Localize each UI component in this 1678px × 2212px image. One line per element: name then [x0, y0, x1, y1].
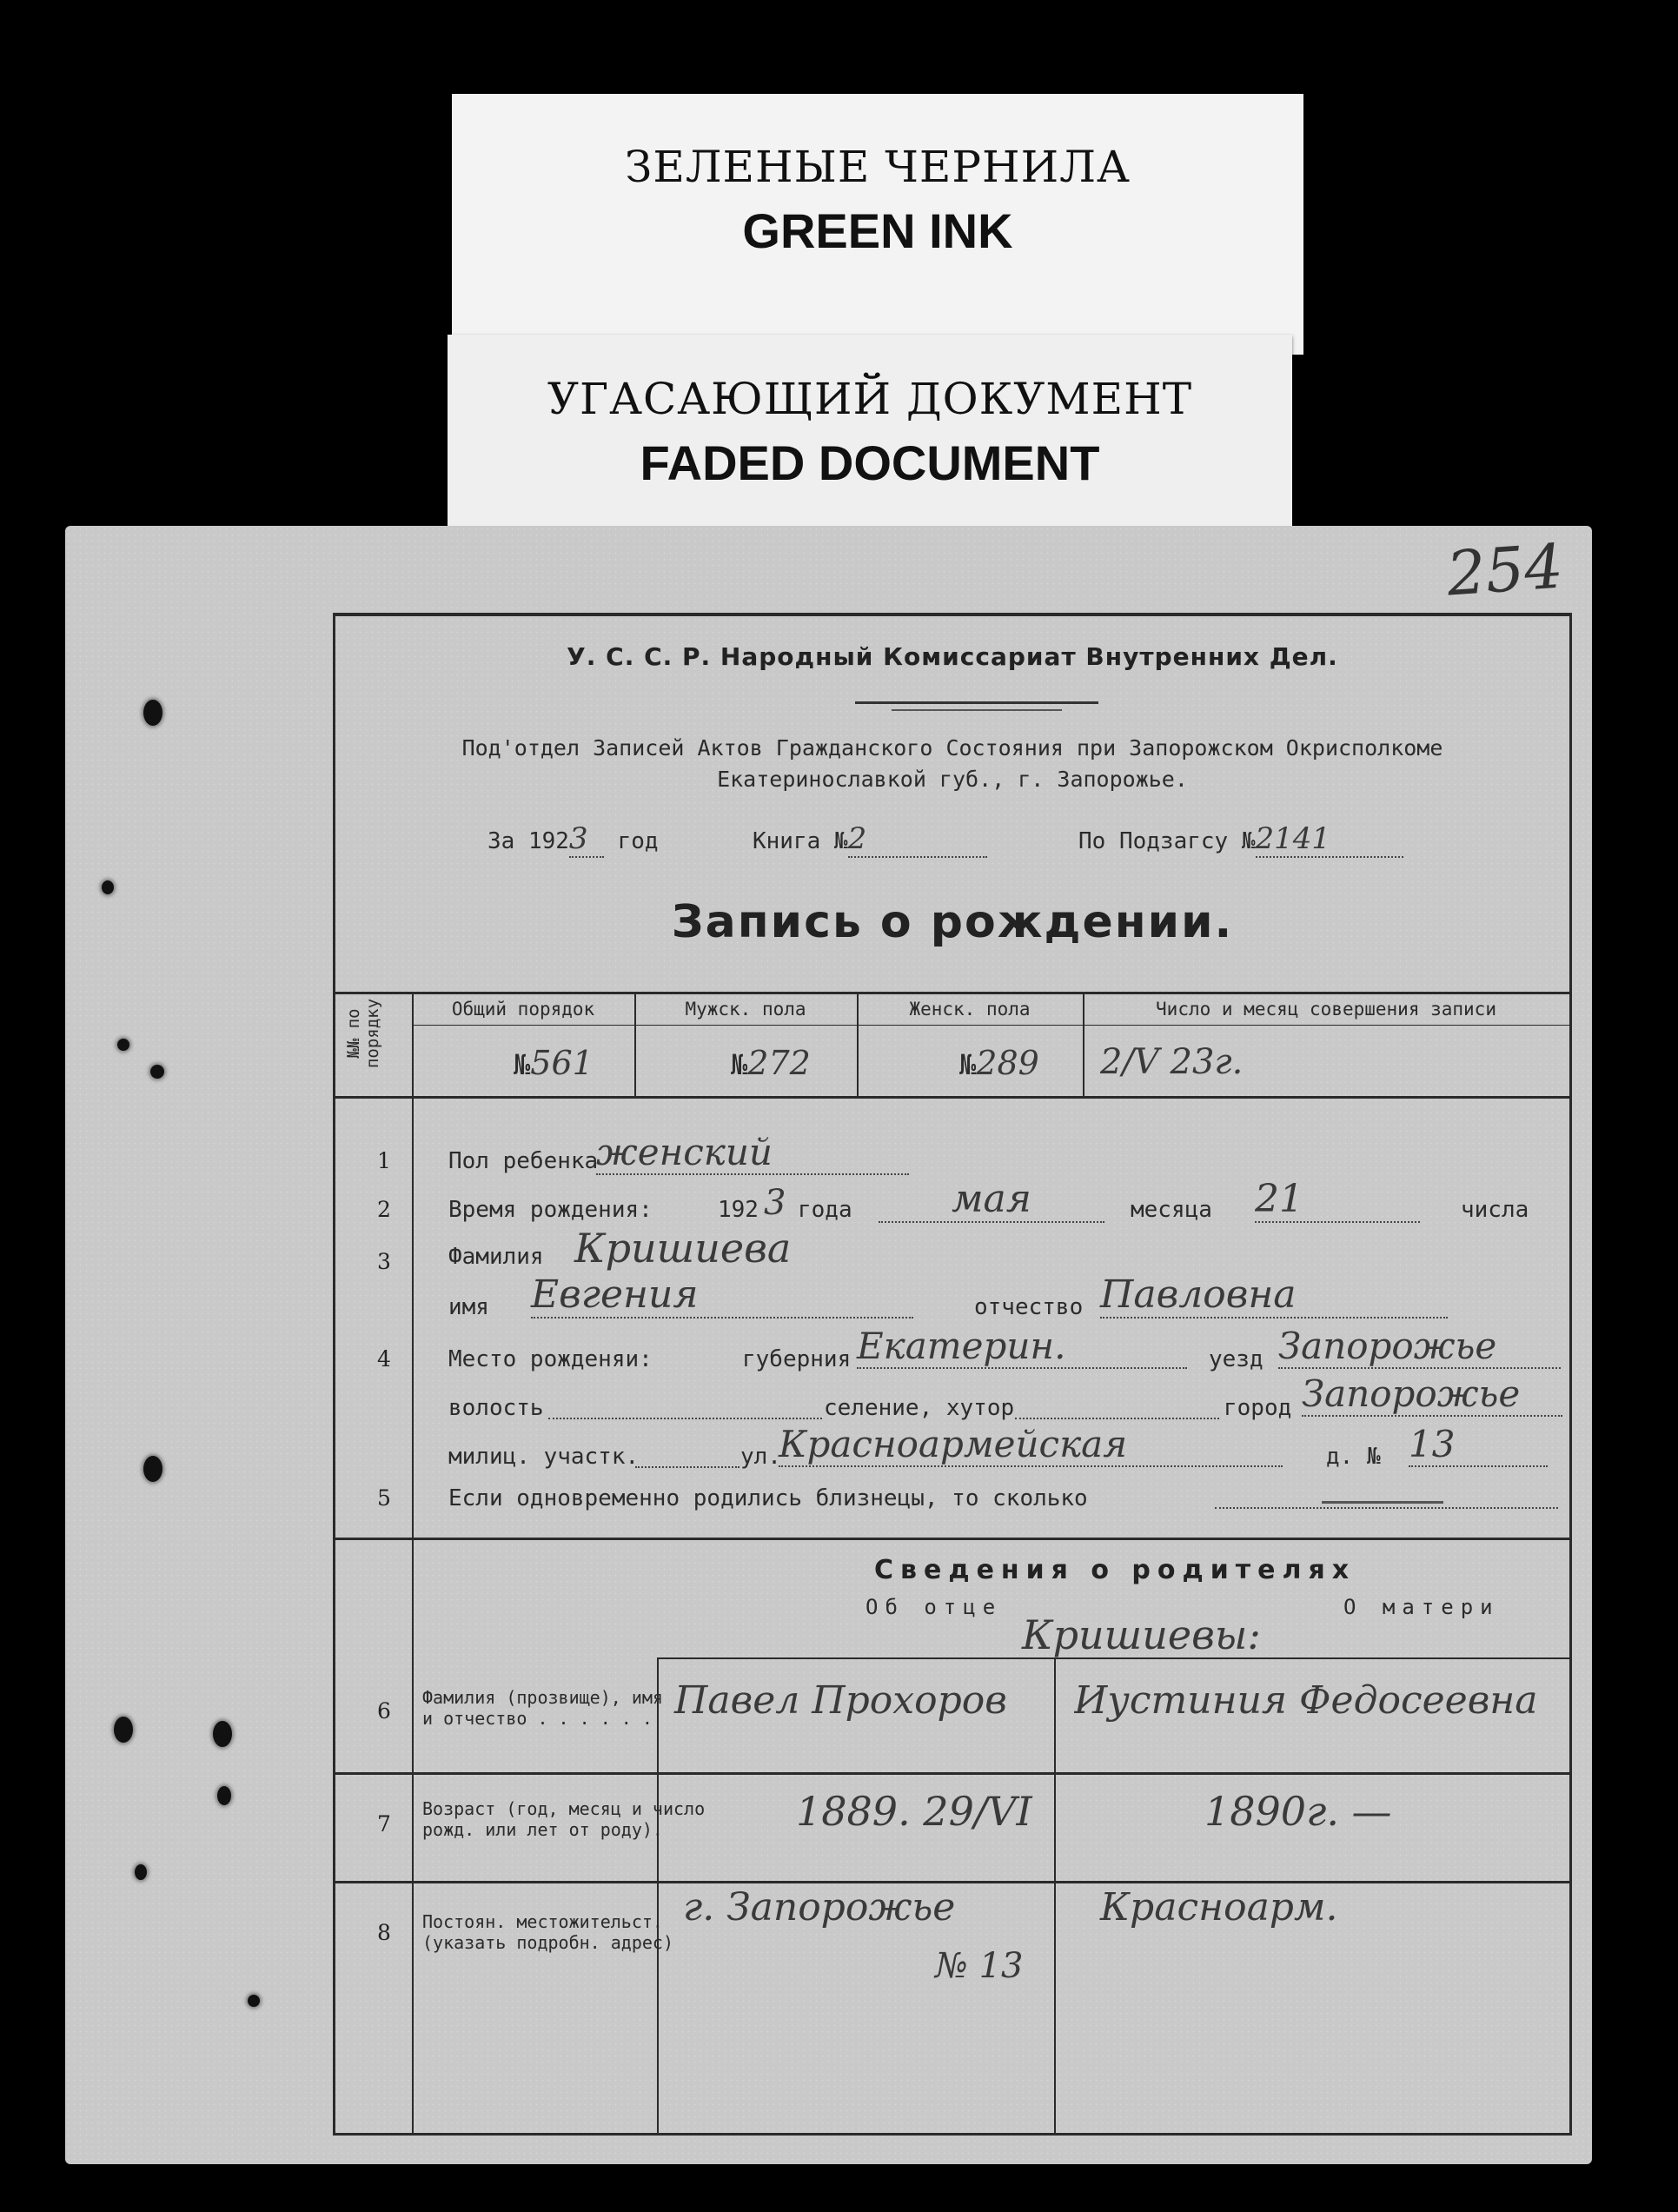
row-numbers-label: №№ по порядку	[344, 998, 382, 1069]
punch-hole	[143, 1456, 162, 1482]
surname-value: Кришиева	[574, 1225, 792, 1272]
row-number: 3	[377, 1249, 391, 1274]
total-order-cell: №561	[514, 1044, 594, 1082]
uezd-label: уезд	[1209, 1346, 1263, 1372]
name-value: Евгения	[531, 1272, 913, 1319]
street-label: ул.	[740, 1444, 781, 1470]
faded-document-en: FADED DOCUMENT	[640, 435, 1100, 490]
punch-hole	[150, 1065, 164, 1079]
birth-record-sheet	[65, 526, 1592, 2164]
green-ink-ru: ЗЕЛЕНЫЕ ЧЕРНИЛА	[625, 142, 1131, 192]
parent-address-label: Постоян. местожительст. (указать подробн. адрес)	[422, 1911, 673, 1953]
record-title: Запись о рождении.	[671, 896, 1234, 948]
female-value: 289	[976, 1044, 1039, 1082]
parents-label-divider	[657, 1657, 659, 2133]
archive-page-number: 254	[1444, 530, 1566, 610]
house-label: д. №	[1326, 1444, 1381, 1470]
record-date-value: 2/V 23г.	[1100, 1042, 1244, 1082]
year-suffix: год	[617, 828, 659, 854]
patronymic-label: отчество	[974, 1294, 1084, 1320]
female-cell: №289	[959, 1044, 1039, 1082]
gubernia-value: Екатерин.	[857, 1325, 1187, 1369]
parents-column-divider	[1054, 1657, 1056, 2133]
father-name: Павел Прохоров	[674, 1678, 1007, 1723]
month-word: месяца	[1131, 1197, 1212, 1223]
birth-record-form	[333, 613, 1572, 2136]
section-border	[335, 1538, 1569, 1540]
name-label: имя	[448, 1294, 489, 1320]
table-border	[335, 992, 1569, 994]
birth-day-value: 21	[1255, 1177, 1420, 1223]
male-value: 272	[747, 1044, 811, 1082]
faded-document-card	[448, 335, 1292, 526]
total-order-header: Общий порядок	[451, 999, 595, 1020]
year-label: За 192	[487, 828, 569, 854]
subsection-field	[1078, 821, 1403, 858]
parent-name-label: Фамилия (прозвище), имя и отчество . . . . . .	[422, 1687, 663, 1729]
punch-hole	[117, 1039, 129, 1051]
row-number: 7	[377, 1811, 391, 1837]
street-value: Красноармейская	[779, 1423, 1283, 1467]
row-border	[335, 1772, 1569, 1775]
book-value: 2	[848, 821, 987, 858]
father-age: 1889. 29/VI	[796, 1788, 1032, 1835]
volost-line	[548, 1418, 822, 1419]
gubernia-label: губерния	[742, 1346, 852, 1372]
city-label: город	[1224, 1395, 1292, 1421]
birth-year-digit: 3	[764, 1183, 786, 1223]
birth-year-prefix: 192	[718, 1197, 759, 1223]
surname-label: Фамилия	[448, 1244, 544, 1270]
father-address-number: № 13	[935, 1946, 1024, 1986]
total-order-value: 561	[530, 1044, 594, 1082]
birth-month-value: мая	[879, 1177, 1104, 1223]
father-column-header: Об отце	[866, 1595, 1003, 1619]
child-sex-value: женский	[596, 1131, 909, 1175]
punch-hole	[217, 1786, 231, 1805]
row-number-divider	[412, 992, 414, 2133]
faded-document-ru: УГАСАЮЩИЙ ДОКУМЕНТ	[547, 374, 1193, 424]
year-field	[487, 821, 659, 858]
row-number: 8	[377, 1920, 391, 1945]
green-ink-card	[452, 94, 1303, 355]
punch-hole	[102, 880, 114, 894]
twins-dash	[1322, 1501, 1443, 1504]
year-word: года	[798, 1197, 852, 1223]
heading-rule	[855, 701, 1098, 704]
row-number: 2	[377, 1197, 391, 1222]
male-cell: №272	[731, 1044, 811, 1082]
volost-label: волость	[448, 1395, 544, 1421]
militia-label: милиц. участк.	[448, 1444, 640, 1470]
record-date-header: Число и месяц совершения записи	[1156, 999, 1496, 1020]
subsection-value: 2141	[1256, 821, 1403, 858]
birthplace-label: Место рожденяи:	[448, 1346, 653, 1372]
year-value: 3	[569, 821, 604, 858]
father-address: г. Запорожье	[683, 1885, 956, 1930]
punch-hole	[213, 1721, 232, 1747]
punch-hole	[135, 1864, 147, 1880]
green-ink-en: GREEN INK	[742, 203, 1013, 258]
punch-hole	[114, 1717, 133, 1743]
row-number: 5	[377, 1485, 391, 1511]
ministry-heading: У. С. С. Р. Народный Комиссариат Внутренних Дел.	[567, 642, 1338, 671]
row-number: 1	[377, 1148, 391, 1173]
child-sex-label: Пол ребенка	[448, 1148, 599, 1174]
parents-heading: Сведения о родителях	[874, 1555, 1356, 1585]
department-line-1: Под'отдел Записей Актов Гражданского Состояния при Запорожском Окрисполкоме	[461, 735, 1443, 761]
mother-age: 1890г. —	[1204, 1788, 1392, 1835]
uezd-value: Запорожье	[1278, 1325, 1561, 1369]
mother-address: Красноарм.	[1100, 1885, 1338, 1930]
female-header: Женск. пола	[909, 999, 1031, 1020]
male-header: Мужск. пола	[685, 999, 806, 1020]
mother-column-header: О матери	[1343, 1595, 1500, 1619]
parent-age-label: Возраст (год, месяц и число рожд. или лет от роду).	[422, 1798, 706, 1840]
birth-time-label: Время рождения:	[448, 1197, 653, 1223]
punch-hole	[143, 700, 162, 726]
book-label: Книга №	[753, 828, 848, 854]
punch-hole	[248, 1995, 260, 2007]
heading-rule	[892, 709, 1062, 711]
patronymic-value: Павловна	[1100, 1272, 1448, 1319]
subsection-label: По Подзагсу №	[1078, 828, 1256, 854]
village-label: селение, хутор	[824, 1395, 1015, 1421]
twins-line	[1215, 1507, 1558, 1509]
department-line-2: Екатеринославкой губ., г. Запорожье.	[717, 767, 1188, 792]
day-word: числа	[1461, 1197, 1529, 1223]
twins-label: Если одновременно родились близнецы, то сколько	[448, 1485, 1088, 1511]
header-divider	[412, 1025, 1569, 1026]
row-number: 4	[377, 1346, 391, 1372]
row-number: 6	[377, 1698, 391, 1724]
city-value: Запорожье	[1302, 1372, 1562, 1417]
militia-line	[635, 1466, 740, 1468]
shared-surname: Кришиевы:	[1022, 1611, 1261, 1658]
row-border	[335, 1881, 1569, 1883]
book-field	[753, 821, 987, 858]
table-border	[335, 1096, 1569, 1099]
mother-name: Иустиния Федосеевна	[1074, 1678, 1538, 1723]
village-line	[1015, 1418, 1219, 1419]
house-value: 13	[1409, 1423, 1548, 1467]
